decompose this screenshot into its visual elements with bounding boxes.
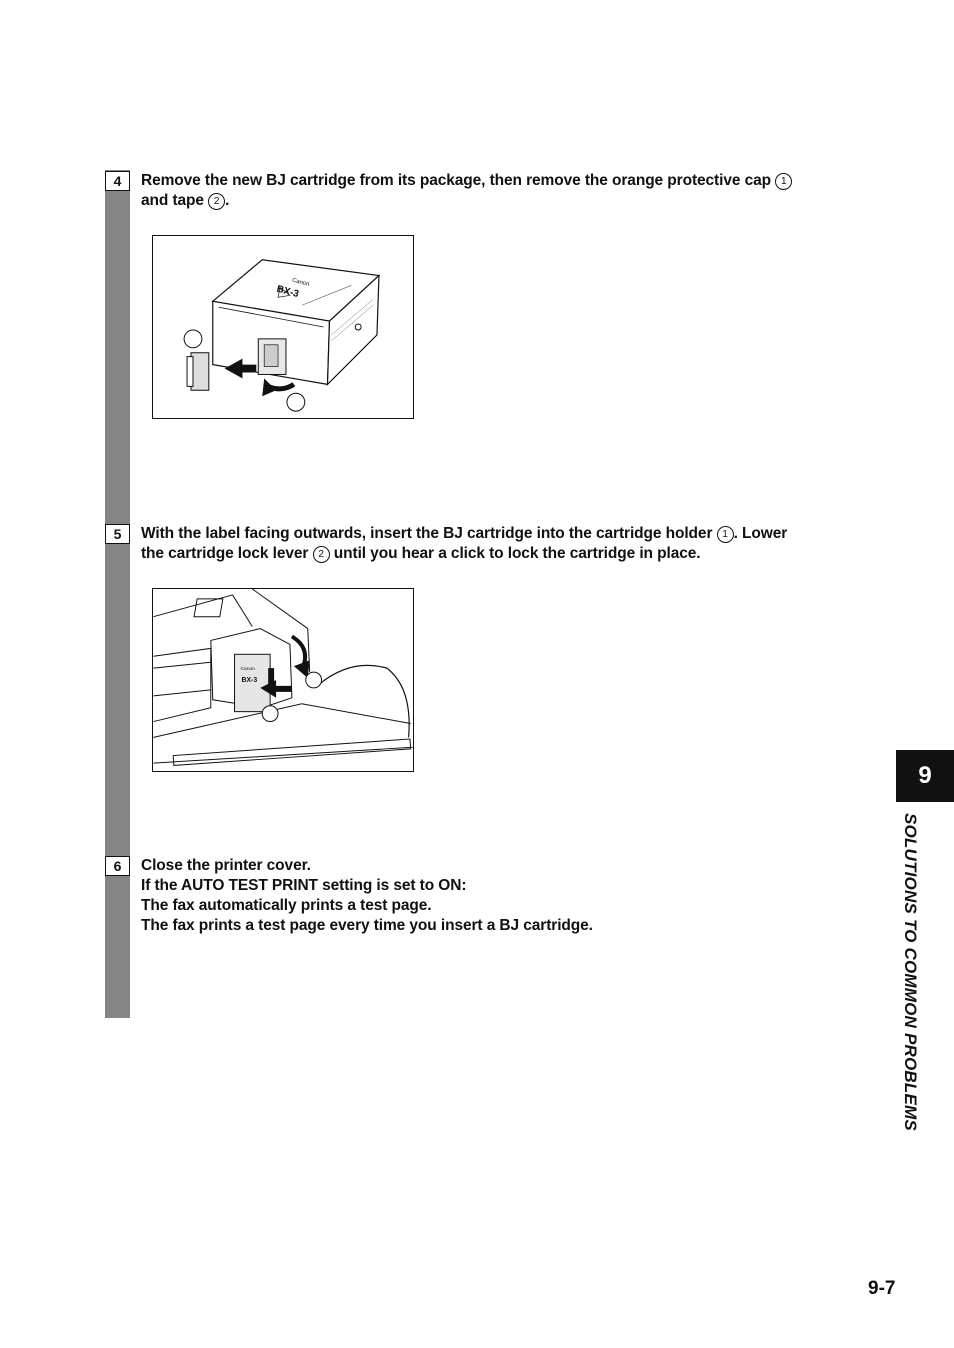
cartridge-unpacking-figure: [152, 235, 414, 419]
step-instruction: [141, 856, 831, 936]
step-instruction: Remove the new BJ cartridge from its package, then remove the orange protective cap 1 and tape 2 .: [141, 171, 831, 211]
callout-marker: 2: [313, 546, 330, 563]
svg-text:Canon: Canon: [291, 277, 310, 288]
callout-marker: 2: [208, 193, 225, 210]
step-number: 5: [105, 524, 130, 544]
callout-marker: 1: [717, 526, 734, 543]
callout-marker: 1: [775, 173, 792, 190]
instruction-line: Close the printer cover.: [141, 857, 311, 874]
cartridge-insertion-figure: [152, 588, 414, 772]
svg-text:Canon: Canon: [240, 667, 256, 673]
svg-text:BX-3: BX-3: [275, 283, 300, 301]
svg-text:BX-3: BX-3: [241, 676, 258, 684]
chapter-title: SOLUTIONS TO COMMON PROBLEMS: [901, 813, 920, 1131]
step-bar: [105, 170, 130, 1018]
chapter-tab: 9: [896, 750, 954, 802]
instruction-line: The fax automatically prints a test page.: [141, 897, 432, 914]
step-number: 4: [105, 171, 130, 191]
instruction-line: The fax prints a test page every time you insert a BJ cartridge.: [141, 917, 593, 934]
step-number: 6: [105, 856, 130, 876]
page-number: 9-7: [868, 1278, 896, 1299]
step-instruction: With the label facing outwards, insert the BJ cartridge into the cartridge holder 1 . Lower the cartridge lock lever 2 until you hear a click to lock the cartridge in place.: [141, 525, 788, 562]
instruction-line: If the AUTO TEST PRINT setting is set to ON:: [141, 877, 467, 894]
